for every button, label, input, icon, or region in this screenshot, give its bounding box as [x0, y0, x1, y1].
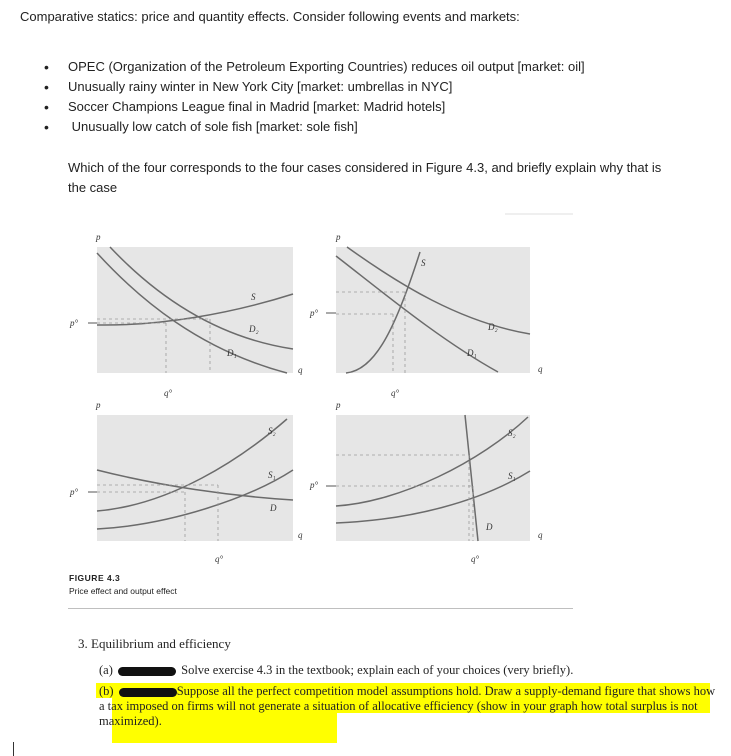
chart1-demand2-curve — [110, 247, 293, 349]
chart3-quantity-mark: q° — [215, 554, 224, 564]
event-item: • Soccer Champions League final in Madrid [market: Madrid hotels] — [44, 98, 585, 118]
figure-title: FIGURE 4.3 — [69, 573, 121, 583]
chart3-xlabel: q — [298, 530, 303, 540]
item-a-text: Solve exercise 4.3 in the textbook; explain each of your choices (very briefly). — [181, 663, 574, 677]
chart3-price-mark: p° — [70, 487, 79, 497]
chart2-guide-lines — [336, 292, 405, 373]
chart2-label-d2: D₂ — [488, 322, 498, 332]
chart4-ylabel: p — [336, 400, 341, 410]
chart4-label-s2: S₂ — [508, 428, 516, 438]
chart2-price-mark: p° — [310, 308, 319, 318]
intro-text: Comparative statics: price and quantity effects. Consider following events and markets: — [20, 9, 520, 24]
chart3-label-s1: S₁ — [268, 470, 276, 480]
exercise-item-a — [99, 663, 573, 678]
chart2-label-d1: D₁ — [467, 348, 477, 358]
chart4-label-d: D — [486, 522, 493, 532]
chart1-price-mark: p° — [70, 318, 79, 328]
text-cursor — [13, 742, 14, 756]
exercise-item-b — [99, 684, 717, 729]
item-b-text: Suppose all the perfect competition model assumptions hold. Draw a supply-demand figure that shows how a tax imposed on firms will not generate a situation of allocative efficiency (show in your graph how total surplus is not maximized). — [99, 684, 716, 728]
chart3-label-s2: S₂ — [268, 426, 276, 436]
chart1-label-d2: D₂ — [249, 324, 259, 334]
chart4-label-s1: S₁ — [508, 471, 516, 481]
redaction-mark — [119, 688, 177, 697]
chart2-demand2-curve — [347, 247, 530, 334]
chart2-quantity-mark: q° — [391, 388, 400, 398]
chart1-ylabel: p — [96, 232, 101, 242]
chart4-guide-lines — [336, 455, 473, 541]
axis-ticks — [88, 313, 336, 492]
chart1-xlabel: q — [298, 365, 303, 375]
chart4-xlabel: q — [538, 530, 543, 540]
event-item: • OPEC (Organization of the Petroleum Exporting Countries) reduces oil output [market: oil] — [44, 58, 585, 78]
item-b-label: (b) — [99, 684, 114, 698]
chart2-label-s: S — [421, 258, 426, 268]
chart3-supply1-curve — [97, 470, 293, 529]
chart3-ylabel: p — [96, 400, 101, 410]
chart1-label-d1: D₁ — [227, 348, 237, 358]
event-item: • Unusually low catch of sole fish [market: sole fish] — [44, 118, 585, 138]
section-heading: 3. Equilibrium and efficiency — [78, 636, 231, 651]
chart1-quantity-mark: q° — [164, 388, 173, 398]
chart1-label-s: S — [251, 292, 256, 302]
chart1-guide-lines — [97, 319, 210, 373]
event-item: • Unusually rainy winter in New York City [market: umbrellas in NYC] — [44, 78, 585, 98]
chart2-xlabel: q — [538, 364, 543, 374]
item-a-label: (a) — [99, 663, 113, 677]
chart4-price-mark: p° — [310, 480, 319, 490]
chart1-supply-curve — [97, 294, 293, 325]
divider — [68, 608, 573, 609]
chart3-guide-lines — [97, 485, 218, 541]
question-text: Which of the four corresponds to the four cases considered in Figure 4.3, and briefly explain why that is the case — [68, 160, 662, 195]
chart4-quantity-mark: q° — [471, 554, 480, 564]
chart2-ylabel: p — [336, 232, 341, 242]
chart4-supply2-curve — [336, 417, 528, 506]
chart4-demand-curve — [465, 415, 478, 541]
figure-subtitle: Price effect and output effect — [69, 586, 177, 596]
redaction-mark — [118, 667, 176, 676]
chart3-label-d: D — [270, 503, 277, 513]
